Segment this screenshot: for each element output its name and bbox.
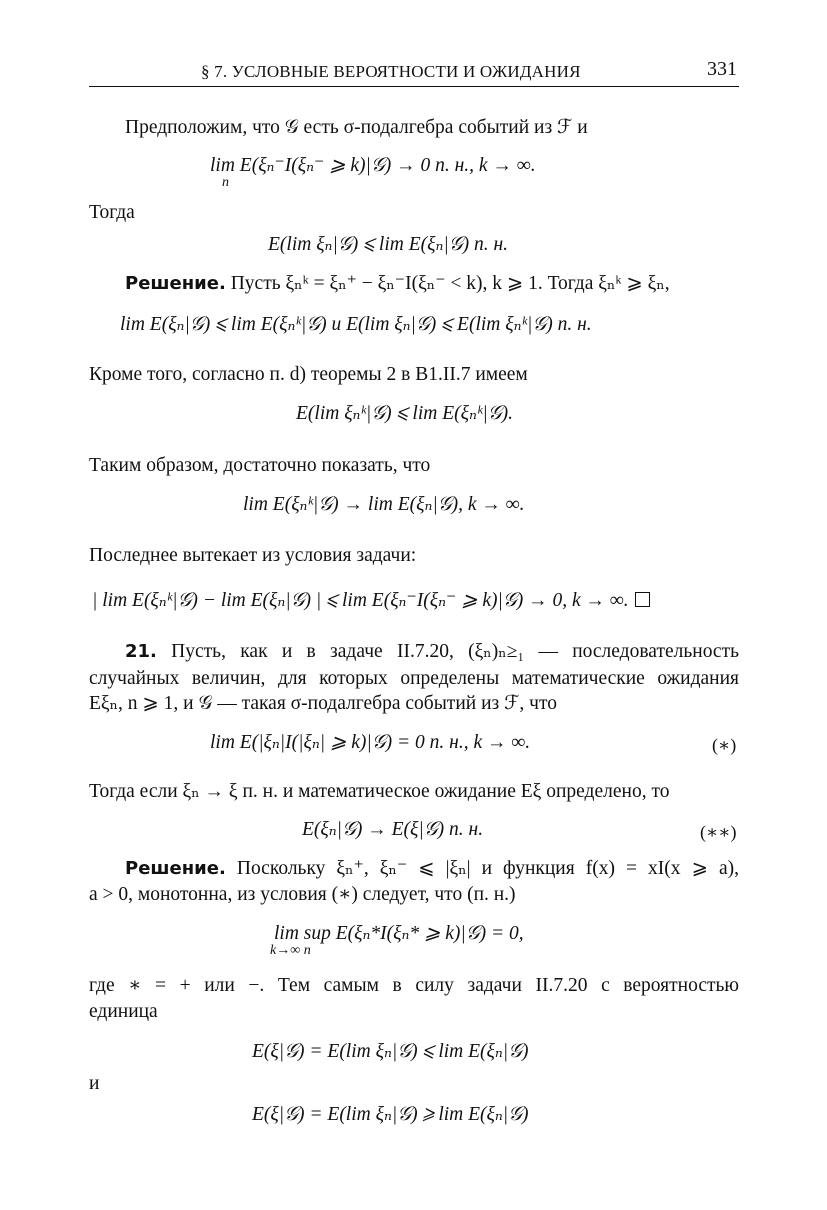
solution-2-line-2: a > 0, монотонна, из условия (∗) следует, что (п. н.)	[89, 884, 516, 905]
equation-double-star-tag: (∗∗)	[700, 822, 737, 842]
solution-1-intro	[125, 272, 775, 296]
running-header-title: § 7. УСЛОВНЫЕ ВЕРОЯТНОСТИ И ОЖИДАНИЯ	[201, 62, 581, 81]
equation-convergence: lim E(ξₙᵏ|𝒢) → lim E(ξₙ|𝒢), k → ∞.	[243, 494, 525, 515]
solution-1-text: Пусть ξₙᵏ = ξₙ⁺ − ξₙ⁻I(ξₙ⁻ < k), k ⩾ 1. Тогда ξₙᵏ ⩾ ξₙ,	[225, 273, 670, 294]
problem-21-line-1	[125, 640, 739, 664]
problem-21-text-1: Пусть, как и в задаче II.7.20, (ξₙ)ₙ≥₁ — последовательность	[156, 641, 739, 662]
solution-2-line-1	[125, 857, 739, 881]
equation-double-star: E(ξₙ|𝒢) → E(ξ|𝒢) п. н.	[302, 819, 484, 840]
equation-condition: lim E(ξₙ⁻I(ξₙ⁻ ⩾ k)|𝒢) → 0 п. н., k → ∞.	[210, 155, 536, 176]
problem-21-number: 21.	[125, 641, 157, 662]
paragraph-then: Тогда	[89, 202, 135, 223]
paragraph-thus: Таким образом, достаточно показать, что	[89, 455, 431, 476]
page-number: 331	[707, 58, 737, 80]
equation-bound	[92, 589, 650, 613]
equation-inequalities: lim E(ξₙ|𝒢) ⩽ lim E(ξₙᵏ|𝒢) и E(lim ξₙ|𝒢) ⩽ E(lim ξₙᵏ|𝒢) п. н.	[120, 314, 592, 335]
equation-condition-subscript: n	[222, 175, 229, 190]
equation-star-tag: (∗)	[712, 735, 737, 755]
equation-claim: E(lim ξₙ|𝒢) ⩽ lim E(ξₙ|𝒢) п. н.	[268, 234, 509, 255]
equation-limsup: lim sup E(ξₙ*I(ξₙ* ⩾ k)|𝒢) = 0,	[274, 923, 524, 944]
equation-limsup-subscript: k→∞ n	[270, 943, 311, 958]
paragraph-where-line-2: единица	[89, 1001, 158, 1022]
running-header	[89, 58, 739, 87]
paragraph-and: и	[89, 1073, 100, 1094]
paragraph-then-if: Тогда если ξₙ → ξ п. н. и математическое ожидание Eξ определено, то	[89, 781, 670, 802]
problem-21-line-2: случайных величин, для которых определены математические ожидания	[89, 668, 739, 689]
qed-square-icon	[635, 592, 650, 607]
paragraph-follows: Последнее вытекает из условия задачи:	[89, 545, 417, 566]
problem-21-line-3: Eξₙ, n ⩾ 1, и 𝒢 — такая σ-подалгебра событий из ℱ, что	[89, 693, 557, 714]
equation-lower: E(ξ|𝒢) = E(lim ξₙ|𝒢) ⩽ lim E(ξₙ|𝒢)	[252, 1041, 529, 1062]
paragraph-moreover: Кроме того, согласно п. d) теоремы 2 в В1.II.7 имеем	[89, 364, 528, 385]
solution-1-label: Решение.	[125, 273, 226, 294]
equation-fatou: E(lim ξₙᵏ|𝒢) ⩽ lim E(ξₙᵏ|𝒢).	[296, 403, 513, 424]
solution-2-text-1: Поскольку ξₙ⁺, ξₙ⁻ ⩽ |ξₙ| и функция f(x) = xI(x ⩾ a),	[225, 858, 739, 879]
paragraph-where-line-1: где ∗ = + или −. Тем самым в силу задачи II.7.20 с вероятностью	[89, 975, 739, 996]
equation-upper: E(ξ|𝒢) = E(lim ξₙ|𝒢) ⩾ lim E(ξₙ|𝒢)	[252, 1104, 529, 1125]
paragraph-assumption: Предположим, что 𝒢 есть σ-подалгебра событий из ℱ и	[125, 117, 588, 138]
equation-bound-text: | lim E(ξₙᵏ|𝒢) − lim E(ξₙ|𝒢) | ⩽ lim E(ξₙ⁻I(ξₙ⁻ ⩾ k)|𝒢) → 0, k → ∞.	[92, 590, 629, 611]
solution-2-label: Решение.	[125, 858, 226, 879]
equation-star: lim E(|ξₙ|I(|ξₙ| ⩾ k)|𝒢) = 0 п. н., k → ∞.	[210, 732, 531, 753]
